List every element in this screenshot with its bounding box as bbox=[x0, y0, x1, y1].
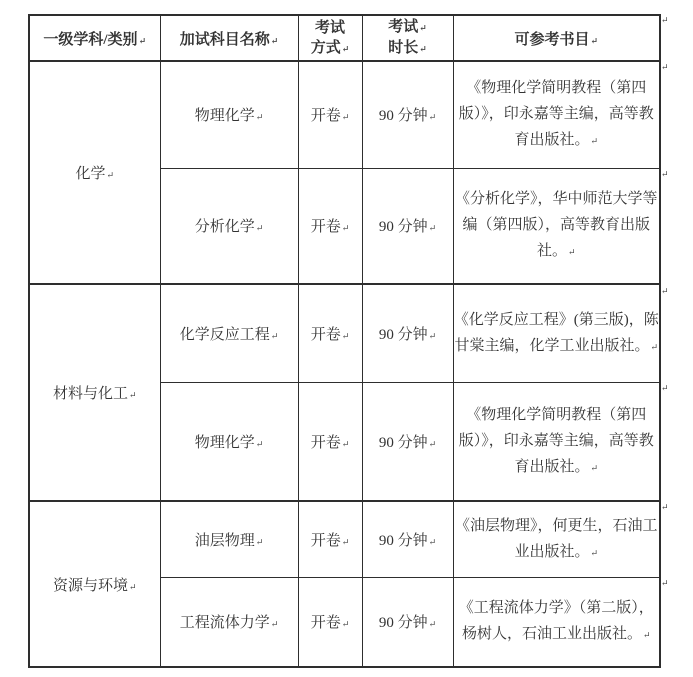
paragraph-mark: ↵ bbox=[341, 536, 350, 547]
method-cell bbox=[298, 284, 362, 382]
method-text: 开卷 bbox=[310, 219, 341, 236]
book-text: 《物理化学简明教程（第四版）》，印永嘉等主编，高等教育出版社。 bbox=[458, 80, 654, 149]
method-cell bbox=[298, 168, 362, 284]
book-text: 《油层物理》，何更生，石油工业出版社。 bbox=[454, 517, 658, 560]
book-cell bbox=[453, 61, 660, 168]
paragraph-mark: ↵ bbox=[650, 341, 659, 352]
method-cell bbox=[298, 61, 362, 168]
discipline-cell bbox=[29, 61, 160, 284]
method-text: 开卷 bbox=[310, 615, 341, 632]
row-end-mark: ↵ bbox=[661, 15, 669, 25]
discipline-text: 化学 bbox=[75, 166, 106, 182]
line-break-mark: ↵ bbox=[419, 23, 427, 33]
group-resources-environment bbox=[29, 501, 660, 667]
paragraph-mark: ↵ bbox=[428, 619, 437, 630]
method-text: 开卷 bbox=[310, 434, 341, 451]
subject-cell bbox=[160, 61, 298, 168]
subject-cell bbox=[160, 501, 298, 577]
method-text: 开卷 bbox=[310, 326, 341, 343]
group-chemistry bbox=[29, 61, 660, 284]
paragraph-mark: ↵ bbox=[138, 35, 147, 46]
header-subject-label: 加试科目名称 bbox=[179, 31, 270, 48]
book-cell bbox=[453, 284, 660, 382]
subject-text: 物理化学 bbox=[194, 434, 255, 451]
paragraph-mark: ↵ bbox=[341, 223, 350, 234]
subject-cell bbox=[160, 284, 298, 382]
paragraph-mark: ↵ bbox=[590, 35, 599, 46]
subject-text: 物理化学 bbox=[194, 108, 255, 125]
header-row bbox=[29, 15, 660, 61]
book-cell bbox=[453, 501, 660, 577]
method-text: 开卷 bbox=[310, 532, 341, 549]
book-text: 《化学反应工程》(第三版)，陈甘棠主编，化学工业出版社。 bbox=[453, 311, 659, 354]
row-end-mark: ↵ bbox=[661, 62, 669, 72]
paragraph-mark: ↵ bbox=[341, 619, 350, 630]
method-cell bbox=[298, 501, 362, 577]
header-subject bbox=[160, 15, 298, 61]
duration-text: 90 分钟 bbox=[378, 108, 428, 125]
row-end-mark: ↵ bbox=[661, 502, 669, 512]
subject-text: 油层物理 bbox=[194, 532, 255, 549]
paragraph-mark: ↵ bbox=[428, 536, 437, 547]
paragraph-mark: ↵ bbox=[270, 330, 279, 341]
discipline-cell bbox=[29, 284, 160, 501]
row-end-mark: ↵ bbox=[661, 383, 669, 393]
duration-cell bbox=[362, 382, 453, 501]
exam-subjects-table bbox=[28, 14, 661, 668]
subject-text: 工程流体力学 bbox=[179, 615, 270, 632]
duration-cell bbox=[362, 501, 453, 577]
paragraph-mark: ↵ bbox=[341, 330, 350, 341]
header-method bbox=[298, 15, 362, 61]
table-row bbox=[29, 284, 660, 382]
paragraph-mark: ↵ bbox=[255, 438, 264, 449]
paragraph-mark: ↵ bbox=[106, 170, 115, 180]
header-discipline bbox=[29, 15, 160, 61]
paragraph-mark: ↵ bbox=[419, 44, 427, 54]
header-books-label: 可参考书目 bbox=[514, 31, 590, 48]
book-text: 《物理化学简明教程（第四版）》，印永嘉等主编，高等教育出版社。 bbox=[458, 406, 654, 475]
header-duration-line1: 考试 bbox=[388, 19, 419, 35]
book-cell bbox=[453, 577, 660, 667]
duration-text: 90 分钟 bbox=[378, 532, 428, 549]
duration-cell bbox=[362, 61, 453, 168]
paragraph-mark: ↵ bbox=[590, 462, 599, 473]
paragraph-mark: ↵ bbox=[255, 536, 264, 547]
paragraph-mark: ↵ bbox=[590, 136, 599, 147]
paragraph-mark: ↵ bbox=[428, 330, 437, 341]
discipline-text: 资源与环境 bbox=[52, 577, 128, 594]
paragraph-mark: ↵ bbox=[128, 581, 137, 592]
duration-text: 90 分钟 bbox=[378, 326, 428, 343]
subject-text: 化学反应工程 bbox=[179, 326, 270, 343]
header-discipline-label: 一级学科/类别 bbox=[43, 31, 138, 48]
subject-text: 分析化学 bbox=[194, 219, 255, 236]
paragraph-mark: ↵ bbox=[341, 112, 350, 123]
paragraph-mark: ↵ bbox=[590, 547, 599, 558]
paragraph-mark: ↵ bbox=[341, 43, 350, 54]
book-cell bbox=[453, 168, 660, 284]
header-duration bbox=[362, 15, 453, 61]
row-end-mark: ↵ bbox=[661, 578, 669, 588]
table-row bbox=[29, 501, 660, 577]
book-text: 《分析化学》，华中师范大学等编（第四版），高等教育出版社。 bbox=[454, 191, 658, 260]
duration-text: 90 分钟 bbox=[378, 615, 428, 632]
duration-cell bbox=[362, 577, 453, 667]
paragraph-mark: ↵ bbox=[428, 438, 437, 449]
method-cell bbox=[298, 577, 362, 667]
book-cell bbox=[453, 382, 660, 501]
paragraph-mark: ↵ bbox=[642, 630, 651, 641]
subject-cell bbox=[160, 382, 298, 501]
paragraph-mark: ↵ bbox=[567, 247, 576, 258]
method-text: 开卷 bbox=[310, 108, 341, 125]
book-text: 《工程流体力学》（第二版），杨树人，石油工业出版社。 bbox=[458, 600, 654, 643]
discipline-cell bbox=[29, 501, 160, 667]
subject-cell bbox=[160, 168, 298, 284]
discipline-text: 材料与化工 bbox=[52, 386, 128, 402]
group-materials-chemical-eng bbox=[29, 284, 660, 501]
duration-cell bbox=[362, 168, 453, 284]
header-method-line1: 考试 bbox=[314, 19, 345, 36]
paragraph-mark: ↵ bbox=[270, 35, 279, 46]
paragraph-mark: ↵ bbox=[428, 223, 437, 234]
header-duration-line2: 时长 bbox=[388, 40, 419, 56]
duration-text: 90 分钟 bbox=[378, 434, 428, 451]
row-end-mark: ↵ bbox=[661, 286, 669, 296]
paragraph-mark: ↵ bbox=[270, 619, 279, 630]
paragraph-mark: ↵ bbox=[255, 112, 264, 123]
paragraph-mark: ↵ bbox=[428, 112, 437, 123]
header-method-line2: 方式 bbox=[310, 39, 341, 56]
duration-cell bbox=[362, 284, 453, 382]
paragraph-mark: ↵ bbox=[341, 438, 350, 449]
row-end-mark: ↵ bbox=[661, 169, 669, 179]
duration-text: 90 分钟 bbox=[378, 219, 428, 236]
paragraph-mark: ↵ bbox=[128, 390, 137, 400]
header-books bbox=[453, 15, 660, 61]
paragraph-mark: ↵ bbox=[255, 223, 264, 234]
subject-cell bbox=[160, 577, 298, 667]
table-row bbox=[29, 61, 660, 168]
method-cell bbox=[298, 382, 362, 501]
